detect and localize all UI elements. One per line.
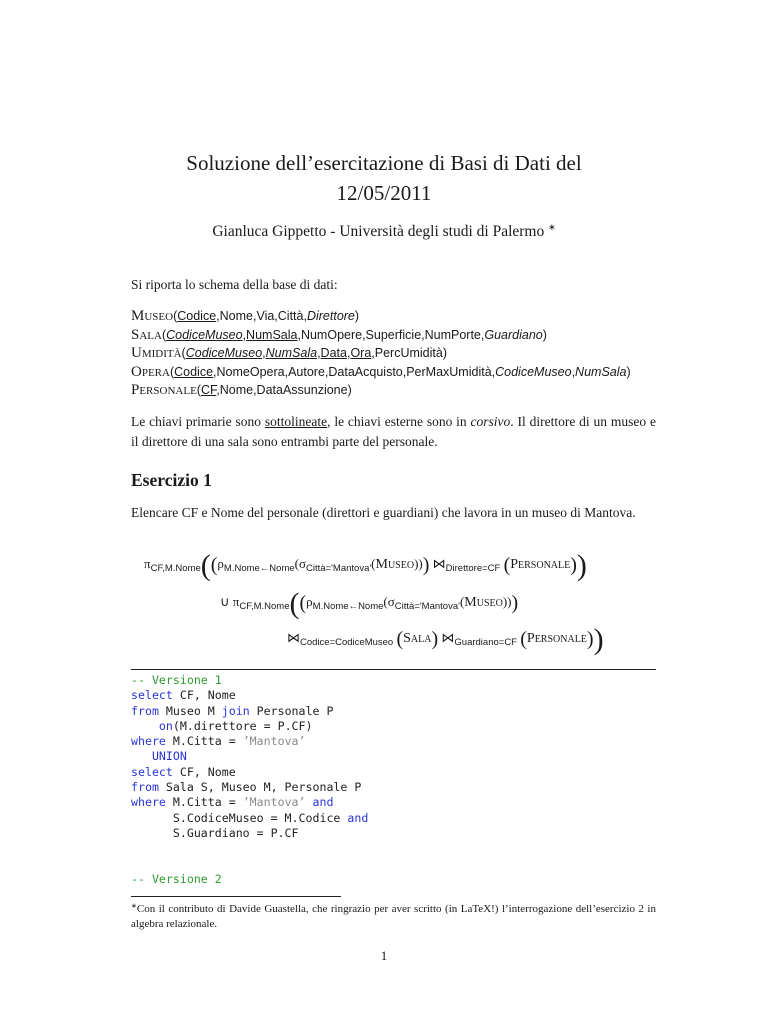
foreign-key: CodiceMuseo bbox=[495, 364, 572, 379]
relation-museo: Museo bbox=[375, 557, 415, 572]
code-text: M.Citta = bbox=[165, 795, 243, 810]
attributes: Nome,Via,Città, bbox=[219, 309, 307, 323]
code-text: S.CodiceMuseo = M.Codice bbox=[131, 810, 348, 825]
code-keyword: join bbox=[221, 703, 250, 718]
relation-personale: Personale bbox=[526, 631, 587, 646]
relation-name: Personale bbox=[131, 382, 197, 398]
projection-subscript: CF,M.Nome bbox=[150, 563, 201, 574]
sql-code-listing bbox=[131, 673, 656, 841]
author-footnote-mark: ∗ bbox=[548, 222, 556, 232]
relation-name: Opera bbox=[131, 363, 170, 380]
primary-foreign-key: CodiceMuseo bbox=[166, 327, 243, 342]
title-line-1: Soluzione dell’esercitazione di Basi di Dati del bbox=[186, 151, 582, 175]
primary-key: Codice bbox=[174, 364, 214, 379]
schema-museo: Museo(Codice,Nome,Via,Città,Direttore) bbox=[131, 308, 360, 324]
document-title bbox=[0, 148, 768, 208]
code-indent bbox=[131, 719, 159, 733]
union-symbol: ∪ bbox=[220, 594, 230, 609]
footnote-text: Con il contributo di Davide Guastella, che ringrazio per aver scritto (in LaTeX!) l’interrogazione dell’esercizio 2 in algebra relazionale. bbox=[131, 903, 656, 930]
sql-code-version-2 bbox=[131, 872, 656, 887]
code-line bbox=[131, 811, 656, 826]
primary-key: CF bbox=[200, 383, 217, 397]
code-keyword: where bbox=[131, 795, 166, 810]
author-name: Gianluca Gippetto - Università degli studi di Palermo bbox=[212, 223, 545, 240]
attributes: PercUmidità bbox=[374, 346, 443, 360]
code-line bbox=[131, 765, 656, 780]
keys-note-text: Le chiavi primarie sono bbox=[131, 414, 265, 429]
join-symbol: ⋈ bbox=[287, 630, 300, 645]
code-text: CF, Nome bbox=[172, 688, 236, 703]
code-text: Personale P bbox=[249, 703, 334, 718]
code-text: CF, Nome bbox=[172, 764, 236, 779]
relation-name: Museo bbox=[131, 308, 174, 324]
code-line bbox=[131, 780, 656, 795]
code-text: S.Guardiano = P.CF bbox=[131, 825, 299, 840]
schema-sala: Sala(CodiceMuseo,NumSala,NumOpere,Superficie,NumPorte,Guardiano) bbox=[131, 326, 547, 343]
code-text: M.Citta = bbox=[165, 734, 243, 749]
schema-block bbox=[131, 307, 691, 400]
code-keyword: on bbox=[158, 718, 173, 733]
primary-key: NumSala bbox=[246, 327, 298, 342]
code-text: (M.direttore = P.CF) bbox=[172, 718, 313, 733]
code-comment: -- Versione 2 bbox=[131, 872, 222, 886]
code-keyword: and bbox=[312, 795, 334, 810]
code-keyword: from bbox=[131, 780, 159, 795]
code-line bbox=[131, 673, 656, 688]
code-keyword: and bbox=[347, 810, 369, 825]
selection-symbol: σ bbox=[299, 556, 307, 571]
code-line bbox=[131, 749, 656, 764]
footnote bbox=[131, 899, 656, 932]
formula-line-3: $⋈_{Codice=CodiceMuseo}$ (Sala) $⋈_{Guardiano=CF}$ (Personale)) bbox=[287, 623, 604, 656]
join-subscript: Direttore=CF bbox=[445, 563, 501, 574]
relation-name: Sala bbox=[131, 326, 162, 343]
code-keyword: from bbox=[131, 703, 159, 718]
foreign-key: Direttore bbox=[306, 309, 355, 323]
primary-foreign-key: NumSala bbox=[265, 346, 318, 360]
footnote-mark: ∗ bbox=[131, 902, 137, 910]
schema-opera: Opera(Codice,NomeOpera,Autore,DataAcquisto,PerMaxUmidità,CodiceMuseo,NumSala) bbox=[131, 363, 631, 380]
relation-personale: Personale bbox=[510, 557, 571, 572]
selection-subscript: Città='Mantova' bbox=[306, 563, 372, 574]
keys-note-underlined: sottolineate bbox=[264, 414, 328, 429]
keys-note bbox=[131, 412, 656, 452]
code-line bbox=[131, 795, 656, 810]
rename-subscript: M.Nome←Nome bbox=[223, 563, 295, 574]
author-line bbox=[0, 222, 768, 241]
attributes: NomeOpera,Autore,DataAcquisto,PerMaxUmidità, bbox=[216, 364, 496, 379]
attributes: Nome,DataAssunzione bbox=[219, 383, 348, 397]
code-keyword: where bbox=[131, 734, 166, 749]
foreign-key: Guardiano bbox=[484, 327, 543, 342]
projection-subscript: CF,M.Nome bbox=[239, 601, 290, 612]
primary-key: Codice bbox=[177, 309, 217, 323]
primary-foreign-key: CodiceMuseo bbox=[185, 346, 263, 360]
keys-note-text: . Il direttore di un museo e il direttore di una sala sono entrambi parte del personale. bbox=[131, 414, 656, 449]
code-line bbox=[131, 688, 656, 703]
projection-symbol: π bbox=[144, 556, 151, 571]
keys-note-text: , le chiavi esterne sono in bbox=[327, 414, 471, 429]
relation-museo: Museo bbox=[464, 595, 503, 610]
formula-line-1: $\pi_{CF,M.Nome}((\rho_{M.Nome\leftarrow Nome}(\sigma_{Città='Mantova'}(Museo)))$ $⋈_{Direttore=CF}$ (Personale)) bbox=[144, 549, 587, 582]
foreign-key: NumSala bbox=[575, 364, 627, 379]
attributes: NumOpere,Superficie,NumPorte, bbox=[300, 327, 485, 342]
schema-personale: Personale(CF,Nome,DataAssunzione) bbox=[131, 382, 352, 398]
code-line bbox=[131, 734, 656, 749]
code-indent bbox=[131, 749, 152, 763]
code-string: ’Mantova’ bbox=[242, 795, 306, 810]
selection-symbol: σ bbox=[387, 594, 395, 609]
formula-line-2: ∪ $\pi_{CF,M.Nome}((\rho_{M.Nome\leftarrow Nome}(\sigma_{Città='Mantova'}(Museo)))$ bbox=[220, 587, 519, 620]
relation-sala: Sala bbox=[403, 631, 432, 646]
code-keyword: select bbox=[131, 764, 173, 779]
title-line-2: 12/05/2011 bbox=[336, 181, 432, 205]
page-number: 1 bbox=[380, 948, 388, 963]
code-text: Sala S, Museo M, Personale P bbox=[158, 780, 362, 795]
join-subscript: Codice=CodiceMuseo bbox=[300, 637, 394, 648]
relation-name: Umidità bbox=[131, 345, 182, 361]
footnote-rule bbox=[131, 896, 341, 897]
code-line bbox=[131, 826, 656, 841]
keys-note-italic: corsivo bbox=[470, 414, 511, 429]
code-line bbox=[131, 719, 656, 734]
schema-umidita: Umidità(CodiceMuseo,NumSala,Data,Ora,PercUmidità) bbox=[131, 345, 448, 361]
code-keyword: UNION bbox=[151, 749, 187, 764]
code-string: ’Mantova’ bbox=[242, 734, 306, 749]
code-keyword: select bbox=[131, 688, 173, 703]
exercise-text: Elencare CF e Nome del personale (direttori e guardiani) che lavora in un museo di Mantova. bbox=[131, 505, 636, 520]
projection-symbol: π bbox=[232, 594, 240, 609]
section-heading: Esercizio 1 bbox=[131, 470, 212, 490]
code-text: Museo M bbox=[158, 703, 222, 718]
code-comment: -- Versione 1 bbox=[131, 673, 222, 687]
primary-key: Ora bbox=[350, 346, 372, 360]
join-symbol: ⋈ bbox=[432, 556, 446, 571]
rename-symbol: ρ bbox=[306, 594, 313, 609]
rename-subscript: M.Nome←Nome bbox=[312, 601, 384, 612]
selection-subscript: Città='Mantova' bbox=[394, 601, 460, 612]
code-top-rule bbox=[131, 669, 656, 670]
rename-symbol: ρ bbox=[217, 556, 224, 571]
join-subscript: Guardiano=CF bbox=[454, 637, 517, 648]
code-line bbox=[131, 704, 656, 719]
join-symbol: ⋈ bbox=[441, 630, 455, 645]
primary-key: Data bbox=[320, 346, 347, 360]
schema-intro: Si riporta lo schema della base di dati: bbox=[131, 277, 338, 292]
